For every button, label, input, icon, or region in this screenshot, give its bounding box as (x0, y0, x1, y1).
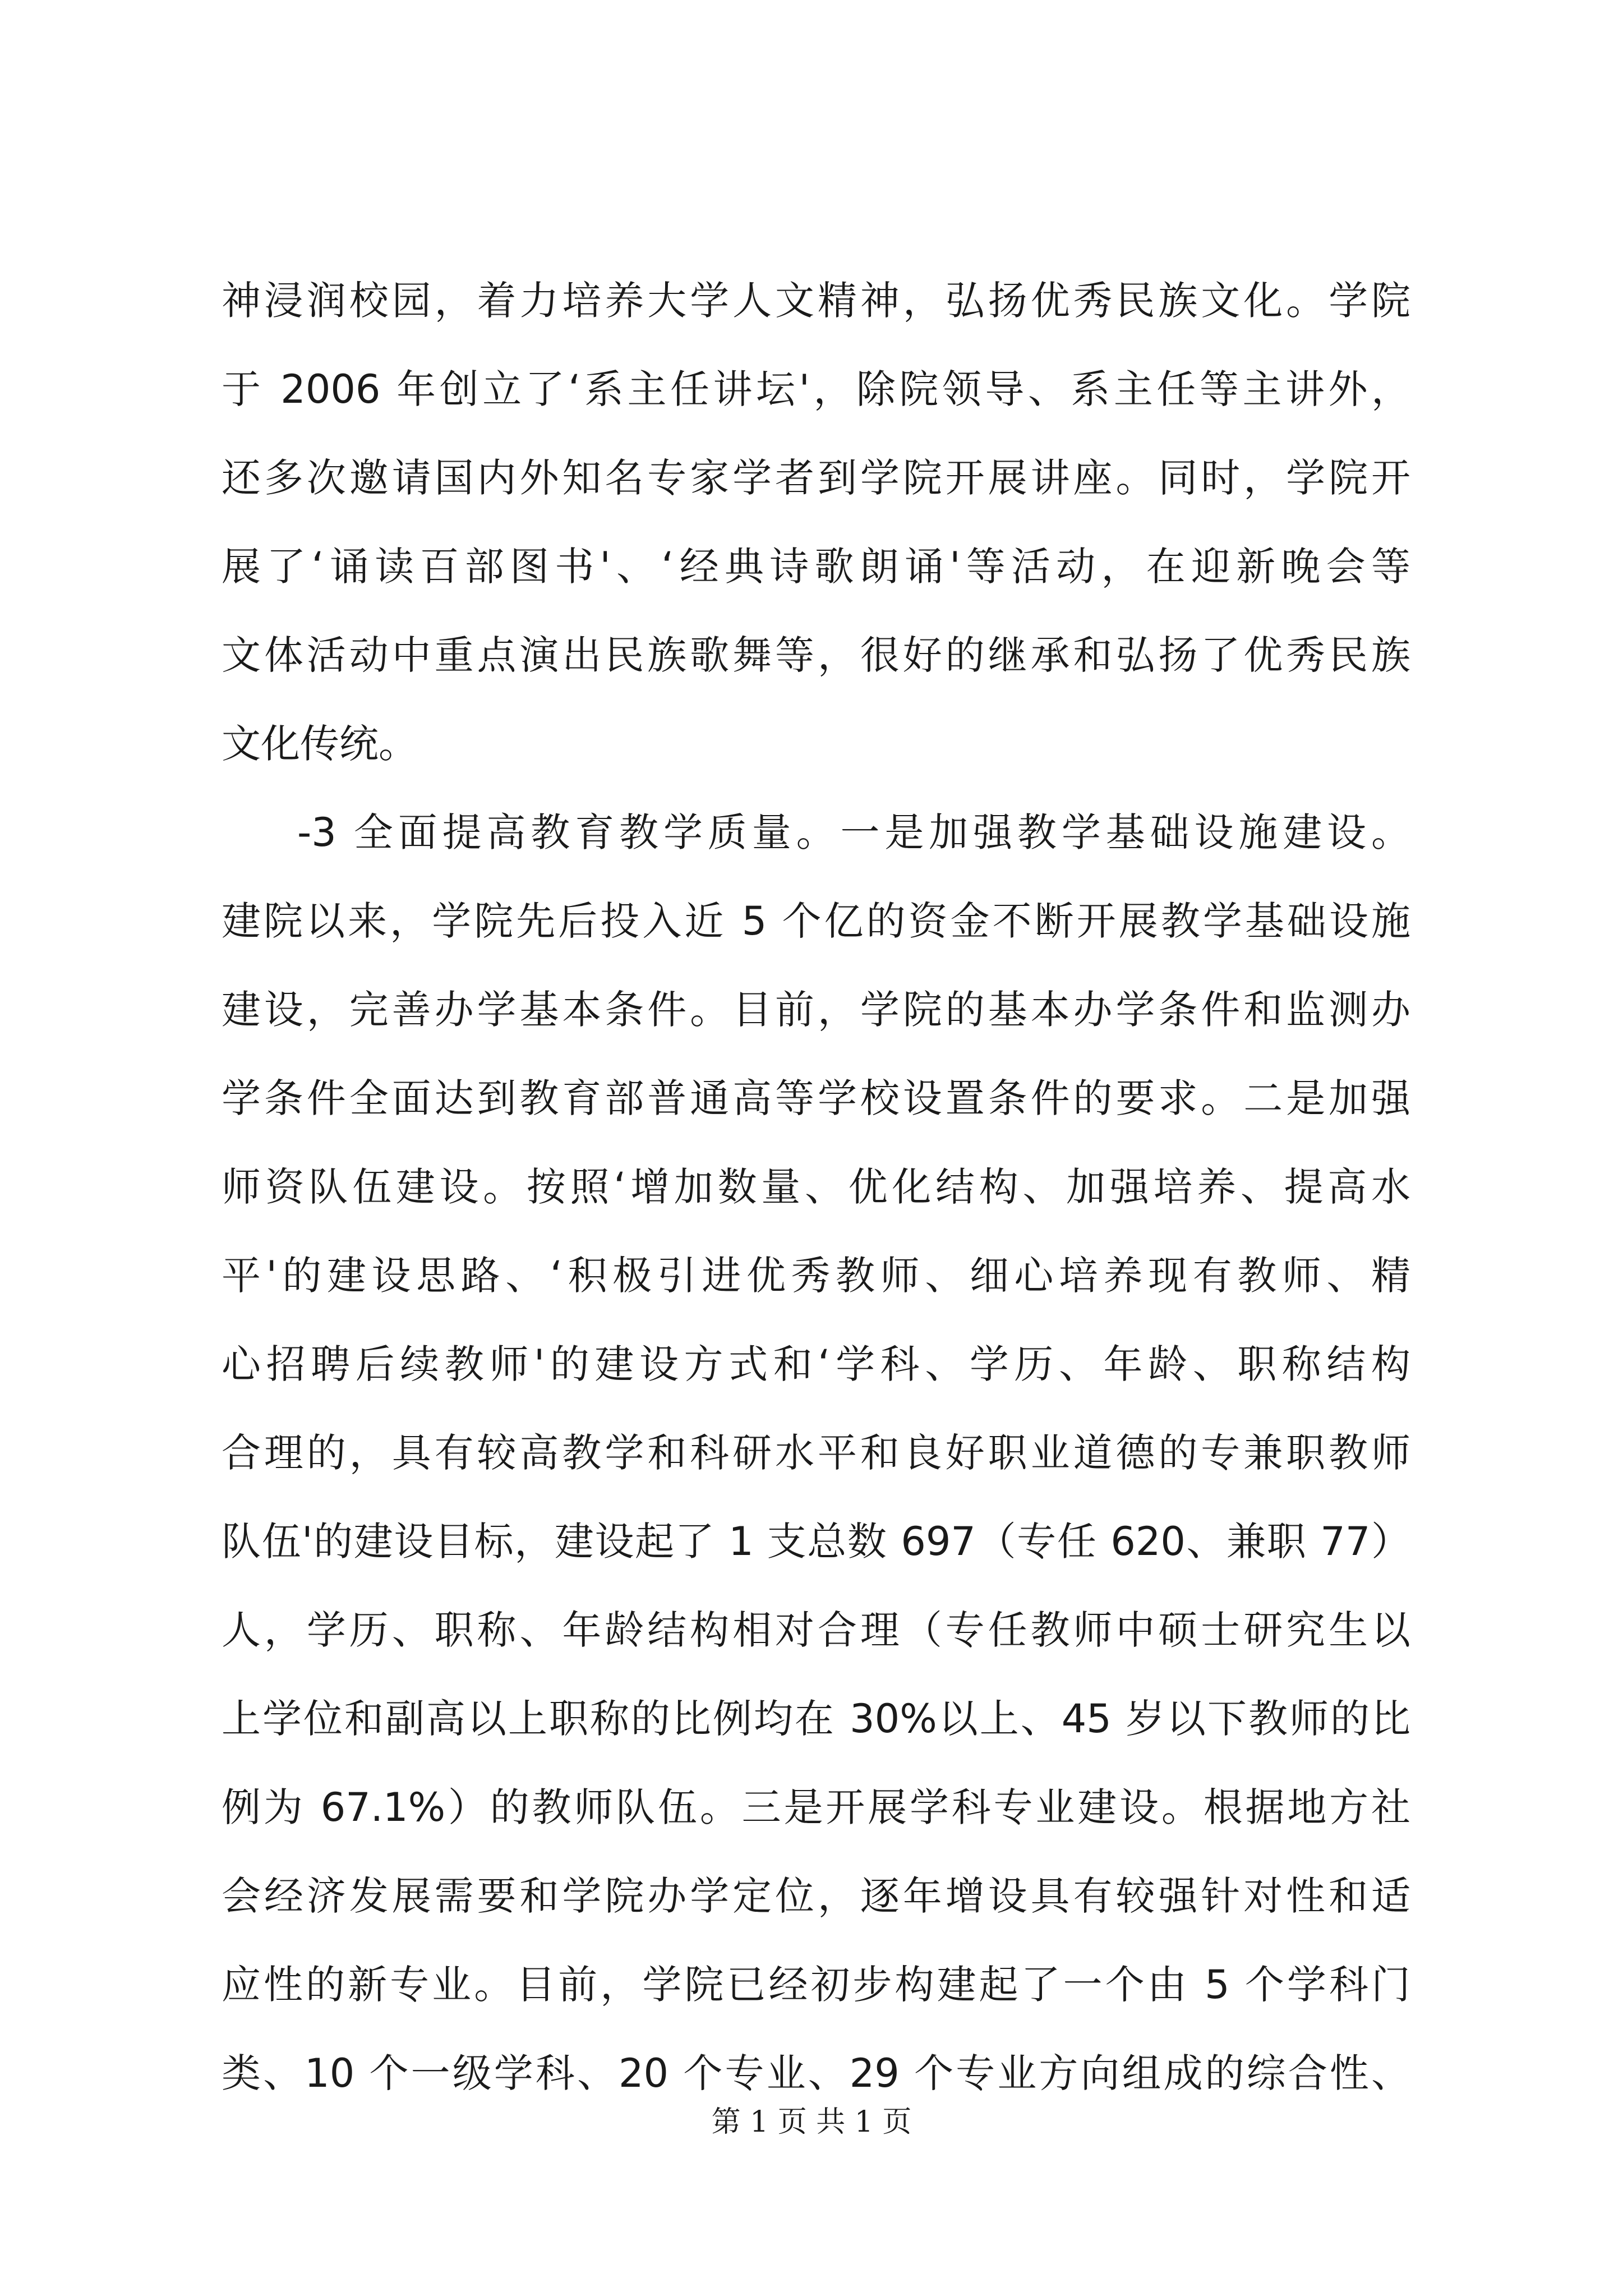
text-line: 上学位和副高以上职称的比例均在 30%以上、45 岁以下教师的比 (222, 1696, 1410, 1742)
text-line: 文体活动中重点演出民族歌舞等，很好的继承和弘扬了优秀民族 (222, 632, 1410, 678)
text-line: 还多次邀请国内外知名专家学者到学院开展讲座。同时，学院开 (222, 455, 1410, 501)
body-text (222, 256, 1410, 2118)
text-line: 师资队伍建设。按照‘增加数量、优化结构、加强培养、提高水 (222, 1164, 1410, 1210)
text-line: 展了‘诵读百部图书'、‘经典诗歌朗诵'等活动，在迎新晚会等 (222, 544, 1410, 590)
text-line: 例为 67.1%）的教师队伍。三是开展学科专业建设。根据地方社 (222, 1784, 1410, 1830)
text-line: 应性的新专业。目前，学院已经初步构建起了一个由 5 个学科门 (222, 1962, 1410, 2008)
text-line: 平'的建设思路、‘积极引进优秀教师、细心培养现有教师、精 (222, 1253, 1410, 1299)
text-line: 合理的，具有较高教学和科研水平和良好职业道德的专兼职教师 (222, 1430, 1410, 1476)
text-line: 队伍'的建设目标，建设起了 1 支总数 697（专任 620、兼职 77） (222, 1519, 1410, 1565)
text-line: 心招聘后续教师'的建设方式和‘学科、学历、年龄、职称结构 (222, 1341, 1410, 1387)
text-line: 神浸润校园，着力培养大学人文精神，弘扬优秀民族文化。学院 (222, 278, 1410, 324)
paragraph-first-line: -3 全面提高教育教学质量。一是加强教学基础设施建设。 (297, 809, 1410, 855)
text-line: 人，学历、职称、年龄结构相对合理（专任教师中硕士研究生以 (222, 1607, 1410, 1653)
text-line: 文化传统。 (222, 721, 418, 767)
page-footer: 第 1 页 共 1 页 (711, 2105, 912, 2139)
text-line: 会经济发展需要和学院办学定位，逐年增设具有较强针对性和适 (222, 1873, 1410, 1919)
text-line: 建院以来，学院先后投入近 5 个亿的资金不断开展教学基础设施 (222, 898, 1410, 944)
text-line: 类、10 个一级学科、20 个专业、29 个专业方向组成的综合性、 (222, 2050, 1410, 2096)
text-line: 于 2006 年创立了‘系主任讲坛'，除院领导、系主任等主讲外， (222, 366, 1410, 412)
text-line: 学条件全面达到教育部普通高等学校设置条件的要求。二是加强 (222, 1075, 1410, 1121)
text-line: 建设，完善办学基本条件。目前，学院的基本办学条件和监测办 (222, 987, 1410, 1033)
